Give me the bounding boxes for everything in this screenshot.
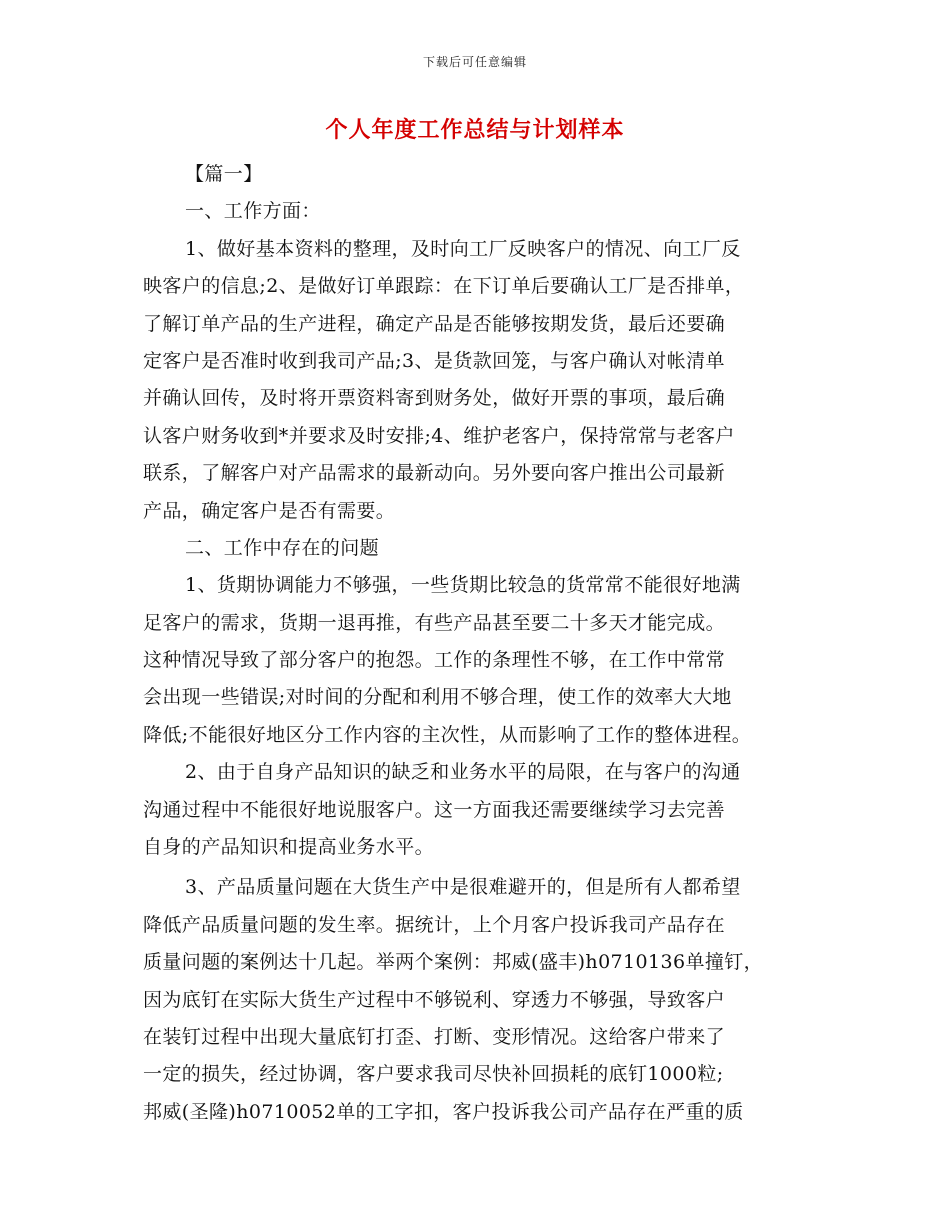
paragraph-line: 一定的损失，经过协调，客户要求我司尽快补回损耗的底钉1000粒; [143,1063,724,1086]
paragraph-line: 了解订单产品的生产进程，确定产品是否能够按期发货，最后还要确 [143,312,726,335]
paragraph-line: 并确认回传，及时将开票资料寄到财务处，做好开票的事项，最后确 [143,387,726,410]
paragraph-line: 定客户是否准时收到我司产品;3、是货款回笼，与客户确认对帐清单 [143,349,725,372]
paragraph-line: 降低;不能很好地区分工作内容的主次性，从而影响了工作的整体进程。 [143,723,752,746]
paragraph-line: 因为底钉在实际大货生产过程中不够锐利、穿透力不够强，导致客户 [143,988,726,1011]
document-body [143,156,833,1131]
paragraph-line: 1、做好基本资料的整理，及时向工厂反映客户的情况、向工厂反 [185,237,741,260]
paragraph-line: 这种情况导致了部分客户的抱怨。工作的条理性不够，在工作中常常 [143,649,726,672]
subheading: 一、工作方面： [185,200,321,223]
header-note: 下载后可任意编辑 [422,55,527,69]
paragraph-line: 足客户的需求，货期一退再推，有些产品甚至要二十多天才能完成。 [143,611,726,634]
paragraph-line: 降低产品质量问题的发生率。据统计，上个月客户投诉我司产品存在 [143,913,726,936]
paragraph-line: 沟通过程中不能很好地说服客户。这一方面我还需要继续学习去完善 [143,798,726,821]
paragraph-line: 1、货期协调能力不够强，一些货期比较急的货常常不能很好地满 [185,574,741,597]
document-title: 个人年度工作总结与计划样本 [325,117,625,143]
section-heading: 【篇一】 [185,163,263,185]
paragraph-line: 联系，了解客户对产品需求的最新动向。另外要向客户推出公司最新 [143,462,726,485]
paragraph-line: 映客户的信息;2、是做好订单跟踪：在下订单后要确认工厂是否排单， [143,275,745,298]
paragraph-line: 2、由于自身产品知识的缺乏和业务水平的局限，在与客户的沟通 [185,761,741,784]
paragraph-line: 自身的产品知识和提高业务水平。 [143,836,435,859]
paragraph-line: 3、产品质量问题在大货生产中是很难避开的，但是所有人都希望 [185,876,741,899]
paragraph-line: 邦威(圣隆)h0710052单的工字扣，客户投诉我公司产品存在严重的质 [143,1100,744,1123]
paragraph-line: 会出现一些错误;对时间的分配和利用不够合理，使工作的效率大大地 [143,686,732,709]
paragraph-line: 认客户财务收到*并要求及时安排;4、维护老客户，保持常常与老客户 [143,424,735,447]
paragraph-line: 在装钉过程中出现大量底钉打歪、打断、变形情况。这给客户带来了 [143,1025,726,1048]
subheading: 二、工作中存在的问题 [185,536,380,559]
paragraph-line: 产品，确定客户是否有需要。 [143,499,396,522]
paragraph-line: 质量问题的案例达十几起。举两个案例：邦威(盛丰)h0710136单撞钉， [143,951,764,974]
